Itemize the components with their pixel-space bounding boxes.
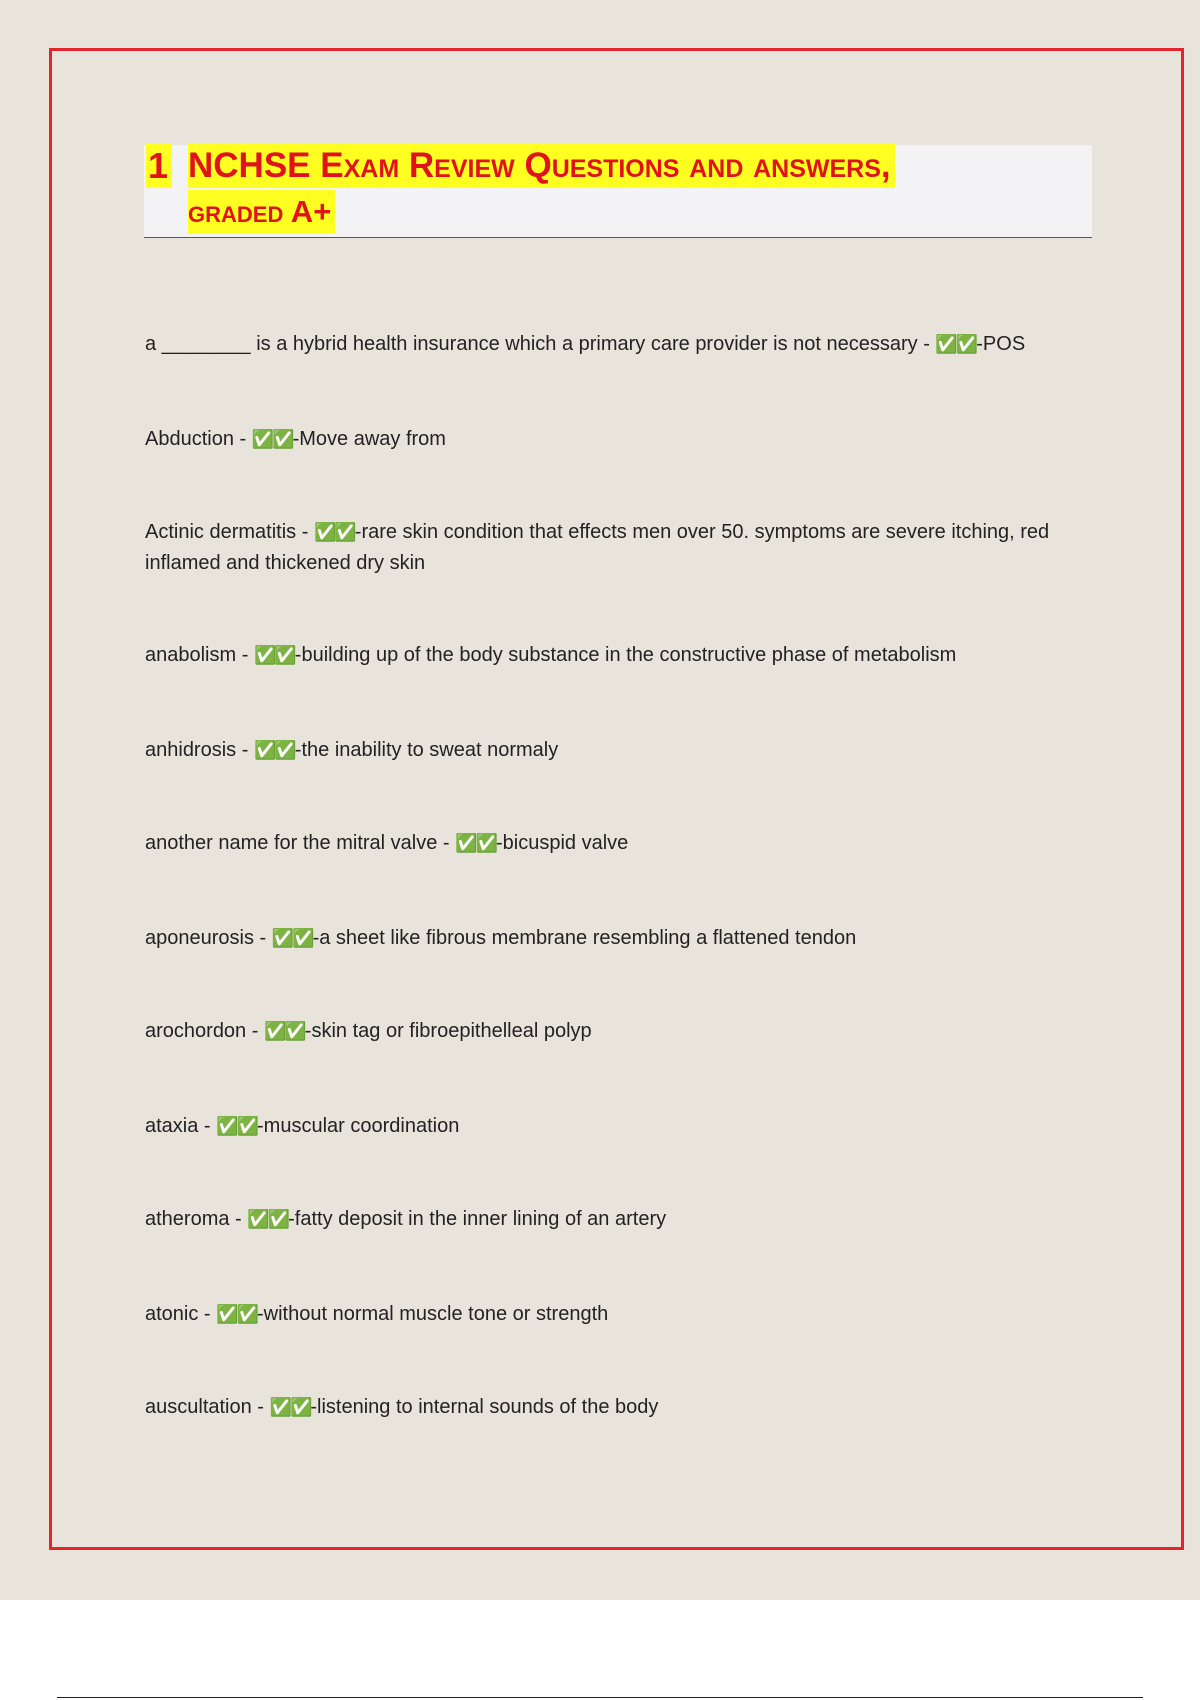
double-check-icon: ✅✅ [247, 1209, 289, 1230]
qa-item: ataxia - ✅✅-muscular coordination [145, 1115, 460, 1137]
qa-item: anabolism - ✅✅-building up of the body substance in the constructive phase of metabolism [145, 644, 957, 666]
double-check-icon: ✅✅ [253, 645, 295, 666]
double-check-icon: ✅✅ [455, 833, 496, 854]
double-check-icon: ✅✅ [271, 928, 313, 949]
heading-number: 1 [146, 144, 172, 188]
qa-item: aponeurosis - ✅✅-a sheet like fibrous membrane resembling a flattened tendon [145, 927, 857, 949]
footer-divider [57, 1697, 1143, 1698]
qa-item: atheroma - ✅✅-fatty deposit in the inner lining of an artery [145, 1208, 667, 1230]
qa-item: auscultation - ✅✅-listening to internal sounds of the body [145, 1396, 659, 1418]
double-check-icon: ✅✅ [313, 522, 355, 543]
double-check-icon: ✅✅ [251, 429, 293, 450]
qa-item: arochordon - ✅✅-skin tag or fibroepithelleal polyp [145, 1020, 592, 1042]
double-check-icon: ✅✅ [263, 1021, 305, 1042]
document-title-line-1: NCHSE Exam Review Questions and answers, [188, 144, 895, 188]
qa-item: another name for the mitral valve - ✅✅-bicuspid valve [145, 832, 629, 854]
document-title-line-2: graded A+ [188, 190, 335, 234]
double-check-icon: ✅✅ [216, 1116, 257, 1137]
qa-item: a ________ is a hybrid health insurance which a primary care provider is not necessary - ✅✅-POS [145, 333, 1026, 355]
double-check-icon: ✅✅ [253, 740, 295, 761]
qa-item: Abduction - ✅✅-Move away from [145, 428, 446, 450]
double-check-icon: ✅✅ [935, 334, 977, 355]
double-check-icon: ✅✅ [216, 1304, 257, 1325]
double-check-icon: ✅✅ [269, 1397, 311, 1418]
qa-item: Actinic dermatitis - ✅✅-rare skin condition that effects men over 50. symptoms are severe itching, red inflamed and thickened dry skin [145, 521, 1050, 574]
qa-item: anhidrosis - ✅✅-the inability to sweat normaly [145, 739, 559, 761]
qa-item: atonic - ✅✅-without normal muscle tone or strength [145, 1303, 609, 1325]
